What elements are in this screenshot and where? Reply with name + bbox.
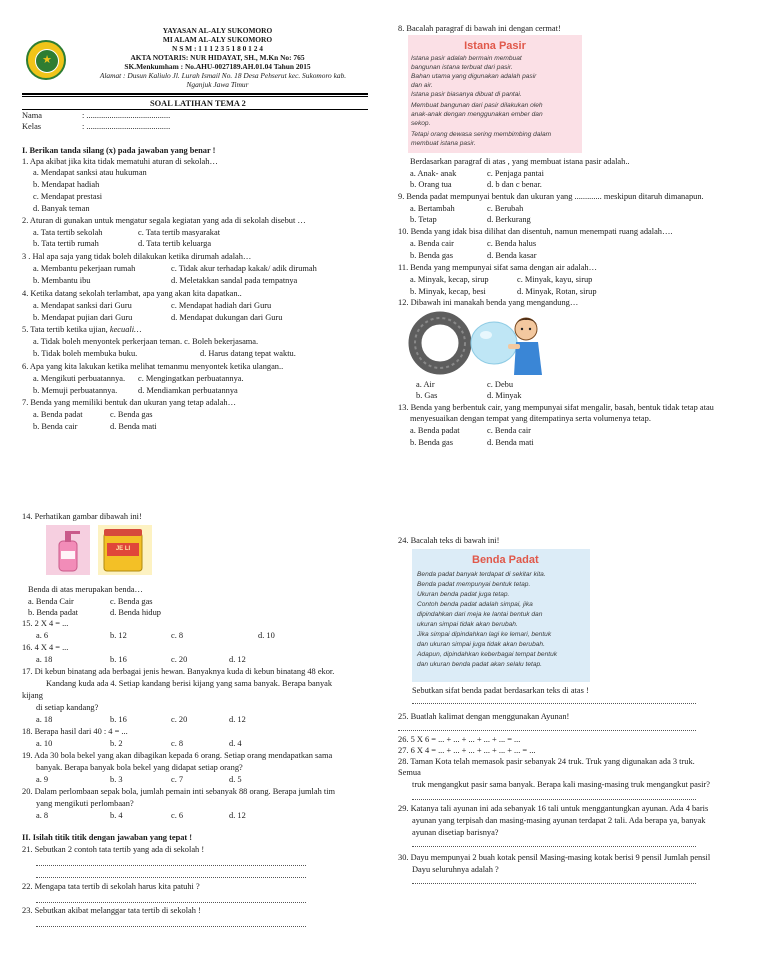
question-10: 10. Benda yang idak bisa dilihat dan disentuh, namun menempati ruang adalah…. <box>398 227 673 236</box>
option[interactable]: d. Berkurang <box>487 215 531 224</box>
option[interactable]: c. 6 <box>171 811 184 820</box>
box-line: Benda padat banyak terdapat di sekitar kita. <box>417 571 546 578</box>
question-19: 19. Ada 30 bola bekel yang akan dibagikan kepada 6 orang. Setiap orang mendapatkan sama <box>22 751 333 760</box>
header-notary: AKTA NOTARIS: NUR HIDAYAT, SH., M.Kn No: 765 <box>130 53 305 62</box>
option[interactable]: b. Gas <box>416 391 438 400</box>
question-5 <box>22 325 142 336</box>
question-8-stem: Berdasarkan paragraf di atas , yang membuat istana pasir adalah.. <box>410 157 630 166</box>
question-12: 12. Dibawah ini manakah benda yang mengandung… <box>398 298 579 307</box>
option[interactable]: a. Benda padat <box>33 410 83 419</box>
option[interactable]: d. Minyak <box>487 391 522 400</box>
option[interactable]: b. Benda padat <box>28 608 79 617</box>
option[interactable]: a. Benda Cair <box>28 597 74 606</box>
question-9: 9. Benda padat mempunyai bentuk dan ukuran yang ............. meskipun ditaruh dimanapun. <box>398 192 704 201</box>
option[interactable]: d. 4 <box>229 739 242 748</box>
option[interactable]: d. 12 <box>229 811 246 820</box>
option[interactable]: c. Benda gas <box>110 410 153 419</box>
question-23: 23. Sebutkan akibat melanggar tata tertib di sekolah ! <box>22 906 201 915</box>
box-line: Istana pasir biasanya dibuat di pantai. <box>411 91 522 98</box>
option[interactable]: c. 20 <box>171 655 188 664</box>
option[interactable]: c. Berubah <box>487 204 524 213</box>
box-line: ukuran simpai tidak akan berubah. <box>417 621 518 628</box>
option[interactable]: a. 18 <box>36 715 53 724</box>
option[interactable]: c. Minyak, kayu, sirup <box>517 275 593 284</box>
option[interactable]: c. Benda cair <box>487 426 531 435</box>
option[interactable]: b. 16 <box>110 715 127 724</box>
question-22: 22. Mengapa tata tertib di sekolah harus kita patuhi ? <box>22 882 200 891</box>
option[interactable]: a. Tidak boleh menyontek perkerjaan teman. c. Boleh bekerjasama. <box>33 337 259 346</box>
option[interactable]: b. Benda gas <box>410 438 454 447</box>
header-rule-thin <box>22 96 368 97</box>
option[interactable]: c. Debu <box>487 380 514 389</box>
section-1-heading: I. Berikan tanda silang (x) pada jawaban yang benar ! <box>22 146 216 155</box>
option[interactable]: c. Benda gas <box>110 597 153 606</box>
box-line: Bahan utama yang digunakan adalah pasir <box>411 73 537 80</box>
question-27: 27. 6 X 4 = ... + ... + ... + ... + ... + ... = ... <box>398 746 536 755</box>
header-school: MI ALAM AL-ALY SUKOMORO <box>162 35 273 44</box>
answer-line[interactable] <box>412 799 696 800</box>
option[interactable]: c. 8 <box>171 631 184 640</box>
option[interactable]: d. Mendapat dukungan dari Guru <box>171 313 283 322</box>
option[interactable]: a. Minyak, kecap, sirup <box>410 275 489 284</box>
option[interactable]: a. Bertambah <box>410 204 455 213</box>
class-label: Kelas <box>22 122 42 131</box>
answer-line[interactable] <box>412 883 696 884</box>
question-25: 25. Buatlah kalimat dengan menggunakan Ayunan! <box>398 712 570 721</box>
option[interactable]: b. Tetap <box>410 215 437 224</box>
question-28-line2: Semua <box>398 768 421 777</box>
box-line: dipindahkan dari meja ke lantai bentuk dan <box>417 611 543 618</box>
question-17-line2: Kandang kuda ada 4. Setiap kandang berisi kijang yang sama banyak. Berapa banyak <box>46 679 333 688</box>
header-foundation: YAYASAN AL-ALY SUKOMORO <box>162 26 273 35</box>
option[interactable]: b. Memuji perbuatannya. <box>33 386 118 395</box>
box-line: Ukuran benda padat juga tetap. <box>417 591 510 598</box>
answer-line[interactable] <box>412 703 696 704</box>
question-17: 17. Di kebun binatang ada berbagai jenis hewan. Banyaknya kuda di kebun binatang 48 ekor. <box>22 667 335 676</box>
option[interactable]: b. Mendapat hadiah <box>33 180 100 189</box>
title-underline <box>22 109 368 110</box>
option[interactable]: b. Mendapat pujian dari Guru <box>33 313 133 322</box>
question-30-line2: Dayu seluruhnya adalah ? <box>412 865 499 874</box>
header-nsm: N S M : 1 1 1 2 3 5 1 8 0 1 2 4 <box>172 44 263 53</box>
option[interactable]: b. 16 <box>110 655 127 664</box>
option[interactable]: c. Tidak akur terhadap kakak/ adik dirumah <box>171 264 317 273</box>
answer-line[interactable] <box>36 865 306 866</box>
option[interactable]: d. 10 <box>258 631 275 640</box>
box-line: dan ukuran simpai juga tidak akan berubah. <box>417 641 545 648</box>
question-4: 4. Ketika datang sekolah terlambat, apa yang akan kita dapatkan.. <box>22 289 242 298</box>
question-7: 7. Benda yang memiliki bentuk dan ukuran yang tetap adalah… <box>22 398 236 407</box>
option[interactable]: d. Benda mati <box>487 438 534 447</box>
option[interactable]: b. Tidak boleh membuka buku. <box>33 349 138 358</box>
option[interactable]: c. Tata tertib masyarakat <box>138 228 221 237</box>
name-field[interactable]: : ........................................ <box>82 111 171 120</box>
box-line: Benda padat mempunyai bentuk tetap. <box>417 581 531 588</box>
option[interactable]: c. Mendapat hadiah dari Guru <box>171 301 272 310</box>
option[interactable]: d. Meletakkan sandal pada tempatnya <box>171 276 298 285</box>
section-2-heading: II. Isilah titik titik dengan jawaban yang tepat ! <box>22 833 193 842</box>
option[interactable]: c. 7 <box>171 775 184 784</box>
page-title: SOAL LATIHAN TEMA 2 <box>150 99 246 108</box>
benda-padat-box <box>412 549 590 682</box>
option[interactable]: b. Benda cair <box>33 422 78 431</box>
option[interactable]: d. Harus datang tepat waktu. <box>200 349 296 358</box>
question-26: 26. 5 X 6 = ... + ... + ... + ... + ... = ... <box>398 735 521 744</box>
balloon-icon <box>471 322 517 364</box>
question-13: 13. Benda yang berbentuk cair, yang mempunyai sifat mengalir, basah, bentuk tidak tetap atau <box>398 403 714 412</box>
header-rule-thick <box>22 93 368 95</box>
option[interactable]: c. Mengingatkan perbuatannya. <box>138 374 244 383</box>
question-30: 30. Dayu mempunyai 2 buah kotak pensil Masing-masing kotak berisi 9 pensil Jumlah pensil <box>398 853 711 862</box>
option[interactable]: a. 9 <box>36 775 49 784</box>
question-29-line2: ayunan yang terpisah dan masing-masing ayunan terdapat 2 tali. Ada berapa ya, banyak <box>412 816 706 825</box>
answer-line[interactable] <box>36 877 306 878</box>
option[interactable]: c. 20 <box>171 715 188 724</box>
option[interactable]: b. Orang tua <box>410 180 452 189</box>
question-6: 6. Apa yang kita lakukan ketika melihat temanmu menyontek ketika ulangan.. <box>22 362 284 371</box>
question-5-except: kecuali… <box>109 325 142 334</box>
name-label: Nama <box>22 111 42 120</box>
option[interactable]: b. Minyak, kecap, besi <box>410 287 486 296</box>
question-17-line3: kijang <box>22 691 43 700</box>
box-line: Tetapi orang dewasa sering membimbing dalam <box>411 131 552 138</box>
option[interactable]: c. Benda halus <box>487 239 537 248</box>
option[interactable]: a. 8 <box>36 811 49 820</box>
question-11: 11. Benda yang mempunyai sifat sama dengan air adalah… <box>398 263 597 272</box>
option[interactable]: d. Mendiamkan perbuatannya <box>138 386 238 395</box>
class-field[interactable]: : ........................................ <box>82 122 171 131</box>
question-14-stem: Benda di atas merupakan benda… <box>28 585 143 594</box>
answer-line[interactable] <box>398 730 696 731</box>
option[interactable]: a. Air <box>416 380 435 389</box>
question-20-line2: yang mengikuti perlombaan? <box>36 799 134 808</box>
question-14: 14. Perhatikan gambar dibawah ini! <box>22 512 142 521</box>
option[interactable]: d. Tata tertib keluarga <box>138 239 212 248</box>
question-17-line4: di setiap kandang? <box>36 703 99 712</box>
box-line: dan ukuran benda padat akan selalu tetap. <box>417 661 543 668</box>
option[interactable]: b. 3 <box>110 775 123 784</box>
box-line: Membuat bangunan dari pasir dilakukan oleh <box>411 102 543 109</box>
tire-balloon-illustration <box>408 311 548 377</box>
option[interactable]: a. Mendapat sanksi dari Guru <box>33 301 132 310</box>
istana-pasir-box <box>408 35 582 153</box>
option[interactable]: b. 4 <box>110 811 123 820</box>
box-line: anak-anak dengan menggunakan ember dan <box>411 111 543 118</box>
option[interactable]: a. Anak- anak <box>410 169 457 178</box>
question-1: 1. Apa akibat jika kita tidak mematuhi aturan di sekolah… <box>22 157 218 166</box>
question-21: 21. Sebutkan 2 contoh tata tertib yang ada di sekolah ! <box>22 845 205 854</box>
option[interactable]: d. 12 <box>229 655 246 664</box>
question-2: 2. Aturan di gunakan untuk mengatur segala kegiatan yang ada di sekolah disebut … <box>22 216 306 225</box>
option[interactable]: d. 12 <box>229 715 246 724</box>
question-3: 3 . Hal apa saja yang tidak boleh dilakukan ketika dirumah adalah… <box>22 252 252 261</box>
question-16: 16. 4 X 4 = ... <box>22 643 69 652</box>
benda-padat-title: Benda Padat <box>472 554 539 566</box>
option[interactable]: a. 6 <box>36 631 49 640</box>
option[interactable]: b. Membantu ibu <box>33 276 91 285</box>
option[interactable]: a. Membantu pekerjaan rumah <box>33 264 136 273</box>
question-15: 15. 2 X 4 = ... <box>22 619 69 628</box>
jar-label: JE LI <box>115 546 131 552</box>
option[interactable]: b. 2 <box>110 739 123 748</box>
box-line: Contoh benda padat adalah simpai, jika <box>417 601 533 608</box>
option[interactable]: b. 12 <box>110 631 127 640</box>
option[interactable]: c. Penjaga pantai <box>487 169 544 178</box>
question-19-line2: banyak. Berapa banyak bola bekel yang didapat setiap orang? <box>36 763 243 772</box>
option[interactable]: d. Benda kasar <box>487 251 537 260</box>
question-24-stem: Sebutkan sifat benda padat berdasarkan teks di atas ! <box>412 686 589 695</box>
question-29: 29. Katanya tali ayunan ini ada sebanyak 16 tali untuk menggantungkan ayunan. Ada 4 baris <box>398 804 709 813</box>
box-line: membuat istana pasir. <box>411 140 476 147</box>
option[interactable]: a. Tata tertib sekolah <box>33 228 103 237</box>
option[interactable]: b. Tata tertib rumah <box>33 239 99 248</box>
option[interactable]: d. Benda mati <box>110 422 157 431</box>
question-13-cont: menyesuaikan dengan tempat yang ditempatinya serta volumenya tetap. <box>410 414 651 423</box>
answer-line[interactable] <box>412 846 696 847</box>
option[interactable]: d. Benda hidup <box>110 608 161 617</box>
option[interactable]: a. 18 <box>36 655 53 664</box>
school-logo: ★ <box>26 40 66 80</box>
question-5-text: 5. Tata tertib ketika ujian, <box>22 325 108 334</box>
box-line: dan air. <box>411 82 433 89</box>
box-line: Jika simpai dipindahkan lagi ke lemari, bentuk <box>417 631 552 638</box>
header-sk: SK.Menkumham : No.AHU-0027189.AH.01.04 Tahun 2015 <box>124 62 311 71</box>
question-28: 28. Taman Kota telah memasok pasir sebanyak 24 truk. Truk yang digunakan ada 3 truk. <box>398 757 695 766</box>
option[interactable]: a. Benda padat <box>410 426 460 435</box>
question-20: 20. Dalam perlombaan sepak bola, jumlah pemain inti sebanyak 88 orang. Berapa jumlah tim <box>22 787 336 796</box>
option[interactable]: d. Minyak, Rotan, sirup <box>517 287 597 296</box>
option[interactable]: c. Mendapat prestasi <box>33 192 103 201</box>
question-29-line3: ayunan disetiap barisnya? <box>412 828 499 837</box>
answer-line[interactable] <box>36 902 306 903</box>
istana-pasir-title: Istana Pasir <box>464 40 526 52</box>
box-line: bangunan istana terbuat dari pasir. <box>411 64 513 71</box>
option[interactable]: d. b dan c benar. <box>487 180 542 189</box>
option[interactable]: d. 5 <box>229 775 242 784</box>
option[interactable]: a. Mengikuti perbuatannya. <box>33 374 126 383</box>
question-28-line3: truk mengangkut pasir sama banyak. Berapa kali masing-masing truk mengangkut pasir? <box>412 780 710 789</box>
question-24: 24. Bacalah teks di bawah ini! <box>398 536 500 545</box>
option[interactable]: c. 8 <box>171 739 184 748</box>
option[interactable]: a. Benda cair <box>410 239 454 248</box>
option[interactable]: a. Mendapat sanksi atau hukuman <box>33 168 147 177</box>
answer-line[interactable] <box>36 926 306 927</box>
option[interactable]: a. 10 <box>36 739 53 748</box>
box-line: Istana pasir adalah bermain membuat <box>411 55 522 62</box>
question-8: 8. Bacalah paragraf di bawah ini dengan cermat! <box>398 24 561 33</box>
box-line: Adapun, dipindahkan keberbagai tempat bentuk <box>417 651 558 658</box>
header-regency: Nganjuk Jawa Timur <box>186 80 249 89</box>
header-address: Alamat : Dusun Kaliulo Jl. Lurah Ismail No. 18 Desa Pehserut kec. Sukomoro kab. <box>99 71 347 80</box>
option[interactable]: b. Benda gas <box>410 251 454 260</box>
box-line: sekop. <box>411 120 431 127</box>
option[interactable]: d. Banyak teman <box>33 204 90 213</box>
question-18: 18. Berapa hasil dari 40 : 4 = ... <box>22 727 128 736</box>
